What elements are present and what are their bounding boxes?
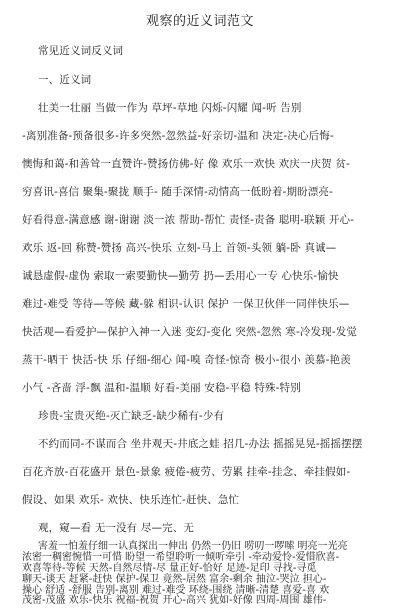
text-line: 浓密一稠密惋惜一可惜 盼望一希望聆听一倾听牵引 -牵动爱怜-爱惜欣喜- xyxy=(22,552,340,563)
text-line: 珍贵-宝贵灭绝-灭亡缺乏-缺少稀有-少有 xyxy=(38,410,225,422)
text-line: 穷喜讯-喜信 聚集-聚拢 顺手- 随手深情-动情高一低盼着-期盼漂亮- xyxy=(22,186,333,198)
text-line: 茂密-茂盛 欢乐-快乐 祝福-祝贺 开心-高兴 犹如-好像 四周-周围 雄伟- xyxy=(22,595,327,606)
text-line: 操心 舒适 -舒服 告别-离别 难过-难受 环绕-围绕 清晰-清楚 喜爱-喜 欢 xyxy=(22,585,330,596)
text-line: 小气 -吝啬 浮-飘 温和-温顺 好看-美丽 安稳-平稳 特殊-特别 xyxy=(22,382,301,394)
text-line: 好看得意-满意感 谢-谢谢 淡一浓 帮助-帮忙 责怪-责备 聪明-联颖 开心- xyxy=(22,214,355,226)
text-line: 懊悔和蔼-和善耸一直赞许-赞扬仿佛-好 像 欢乐一欢快 欢庆一庆贺 贫- xyxy=(22,158,350,170)
text-line: 壮美一壮丽 当做一作为 草坪-草地 闪烁-闪耀 闻-听 告别 xyxy=(38,102,302,114)
section-subtitle: 常见近义词反义词 xyxy=(38,45,124,57)
document-title: 观察的近义词范文 xyxy=(145,14,254,29)
text-line: 假设、如果 欢乐- 欢快、快乐连忙-赶快、急忙 xyxy=(22,494,240,506)
text-line: 难过-难受 等待—等候 藏-躲 相识-认识 保护 一保卫伙伴一同伴快乐— xyxy=(22,298,350,310)
text-line: 快活观—看爱护—保护入神一入迷 变幻-变化 突然-忽然 寒-冷发现-发觉 xyxy=(22,326,358,338)
text-line: 害羞一怕羞仔细一认真探出一伸出 仍然一仍旧 唠叨一啰嗦 明亮一光亮 xyxy=(38,541,348,552)
section-heading: 一、近义词 xyxy=(38,74,92,86)
text-line: 聊天-谈天 赶紧-赶快 保护-保卫 竟然-居然 富余-剩余 抽泣-哭泣 担心- xyxy=(22,574,327,585)
text-line: 观，窥—看 无一没有 尽—完、无 xyxy=(38,522,195,534)
text-line: 不约而同-不谋而合 坐井观天-井底之蛙 招几-办法 摇摇晃晃-摇摇摆摆 xyxy=(38,438,363,450)
text-line: 欢乐 返-回 称赞-赞扬 高兴-快乐 立刻-马上 首领-头领 躺-卧 真诚— xyxy=(22,242,337,254)
text-line: 欢喜等待-等候 天然-自然尽情-尽 量正好-恰好 足迹-足印 寻找-寻觅 xyxy=(22,563,317,574)
text-line: 蒸干-晒干 快活-快 乐 仔细-细心 闻-嗅 奇怪-惊奇 极小-很小 羡慕-艳羡 xyxy=(22,354,351,366)
text-line: 百花齐放-百花盛开 景色-景象 疲倦-疲劳、劳累 挂牵-挂念、牵挂假如- xyxy=(22,466,351,478)
text-line: -离别准备-预备很多-许多突然-忽然益-好亲切-温和 决定-决心后悔- xyxy=(22,130,334,142)
text-line: 诚恳虚假-虚伪 索取一索要勤快—勤劳 扔—丢用心一专 心快乐-愉快 xyxy=(22,270,339,282)
